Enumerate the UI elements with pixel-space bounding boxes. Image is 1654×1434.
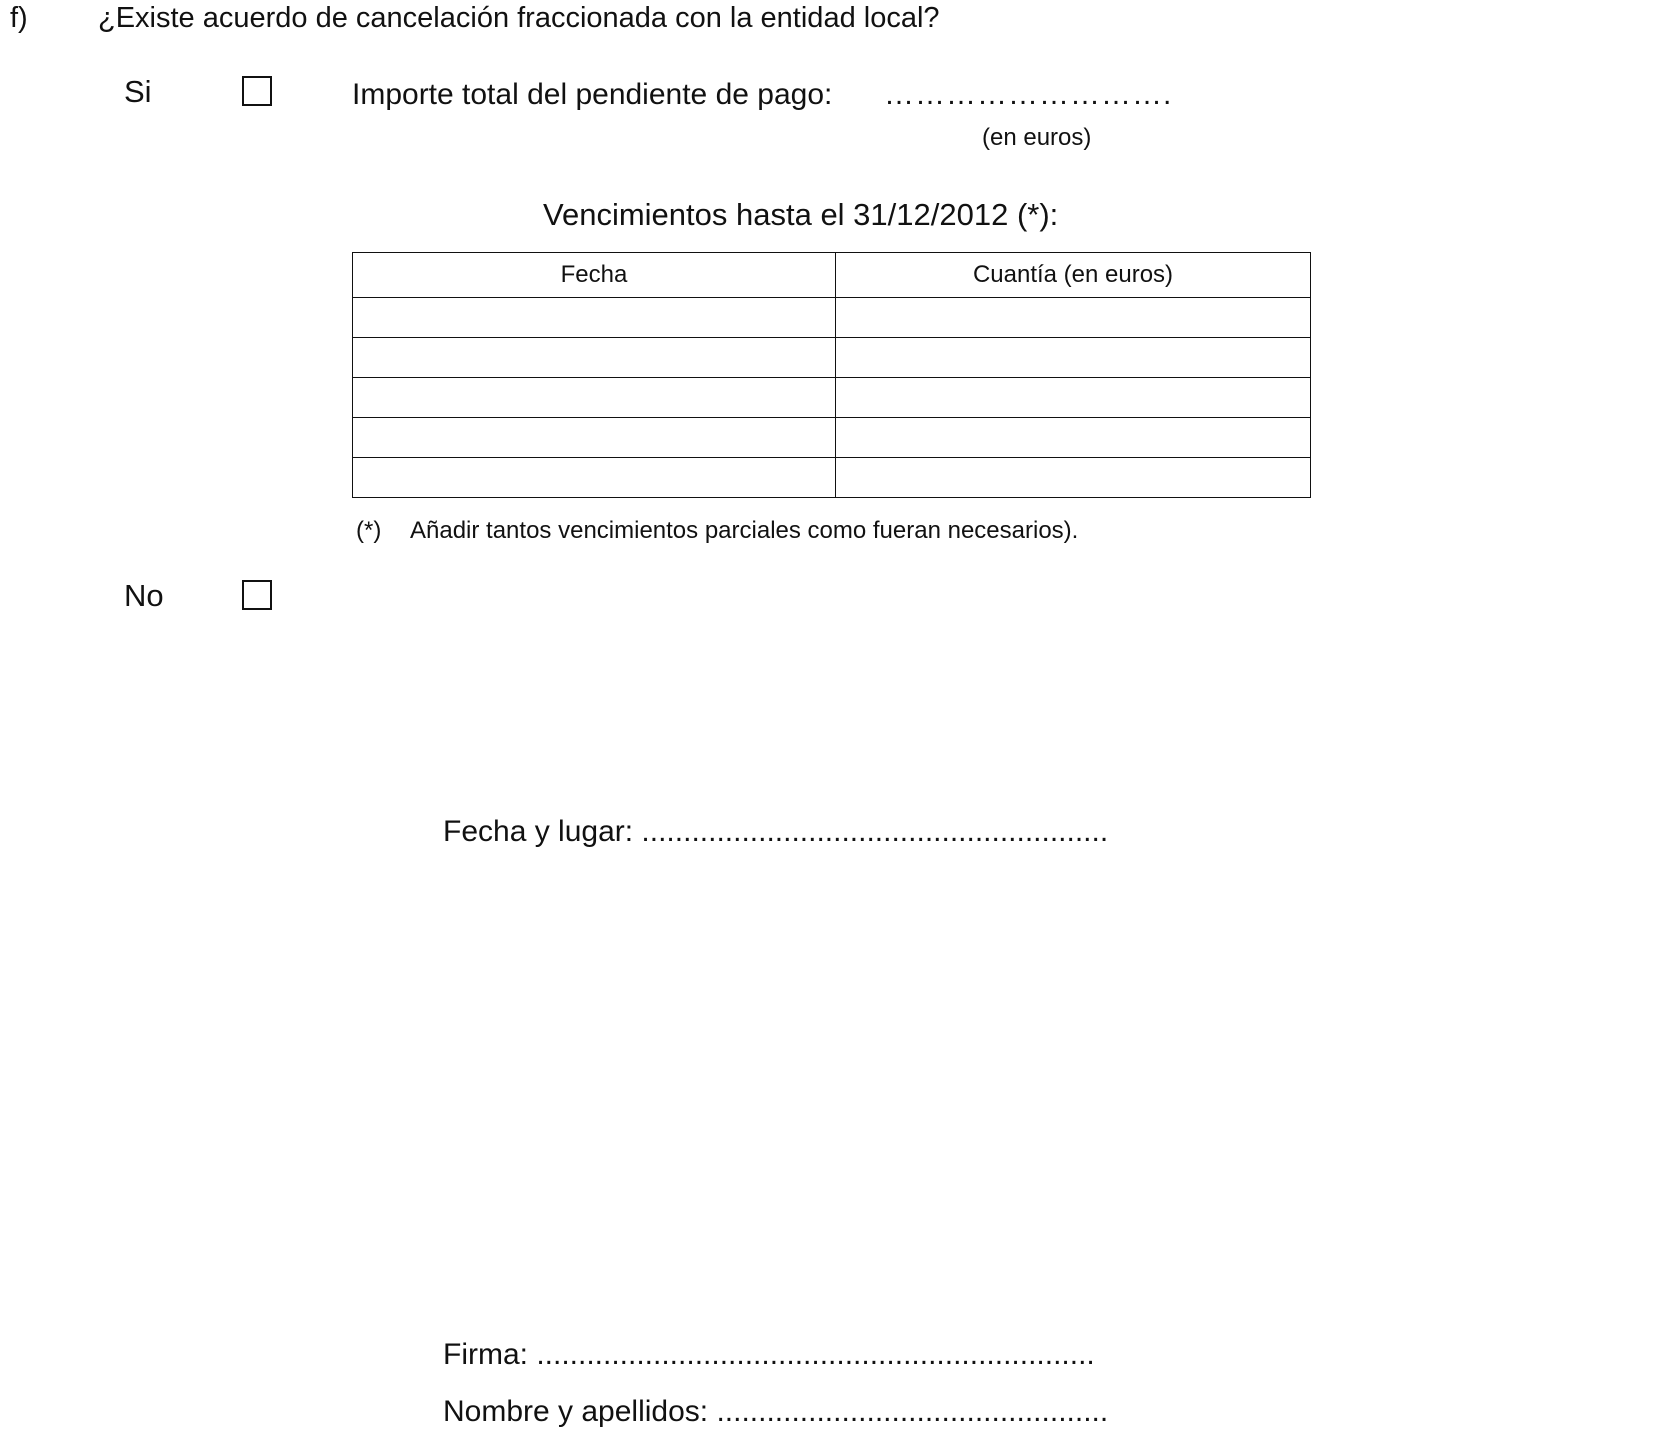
cell-fecha[interactable] <box>353 418 836 458</box>
table-row <box>353 418 1311 458</box>
cell-fecha[interactable] <box>353 338 836 378</box>
vencimientos-table <box>352 252 1311 498</box>
column-header-cuantia: Cuantía (en euros) <box>836 253 1311 298</box>
cell-cuantia[interactable] <box>836 378 1311 418</box>
option-no-checkbox[interactable] <box>242 580 272 610</box>
option-no-label: No <box>124 578 164 613</box>
cell-fecha[interactable] <box>353 458 836 498</box>
table-row <box>353 378 1311 418</box>
cell-fecha[interactable] <box>353 298 836 338</box>
option-si-label: Si <box>124 74 152 109</box>
importe-label: Importe total del pendiente de pago: <box>352 78 833 111</box>
vencimientos-title: Vencimientos hasta el 31/12/2012 (*): <box>543 197 1059 232</box>
footnote-mark: (*) <box>356 517 382 544</box>
fecha-lugar-field[interactable]: Fecha y lugar: ........................................................ <box>443 815 1109 848</box>
footnote-text: Añadir tantos vencimientos parciales como fueran necesarios). <box>410 517 1079 544</box>
nombre-apellidos-field[interactable]: Nombre y apellidos: ............................................... <box>443 1395 1109 1428</box>
table-header-row <box>353 253 1311 298</box>
table-row <box>353 338 1311 378</box>
importe-field[interactable]: ………………………. <box>884 78 1173 111</box>
option-si-checkbox[interactable] <box>242 76 272 106</box>
firma-field[interactable]: Firma: ................................................................... <box>443 1338 1095 1371</box>
question-letter: f) <box>10 2 28 34</box>
table-row <box>353 298 1311 338</box>
table-row <box>353 458 1311 498</box>
cell-cuantia[interactable] <box>836 298 1311 338</box>
cell-cuantia[interactable] <box>836 418 1311 458</box>
column-header-fecha: Fecha <box>353 253 836 298</box>
cell-fecha[interactable] <box>353 378 836 418</box>
cell-cuantia[interactable] <box>836 338 1311 378</box>
question-text: ¿Existe acuerdo de cancelación fraccionada con la entidad local? <box>98 2 940 34</box>
importe-unit: (en euros) <box>982 124 1092 151</box>
cell-cuantia[interactable] <box>836 458 1311 498</box>
